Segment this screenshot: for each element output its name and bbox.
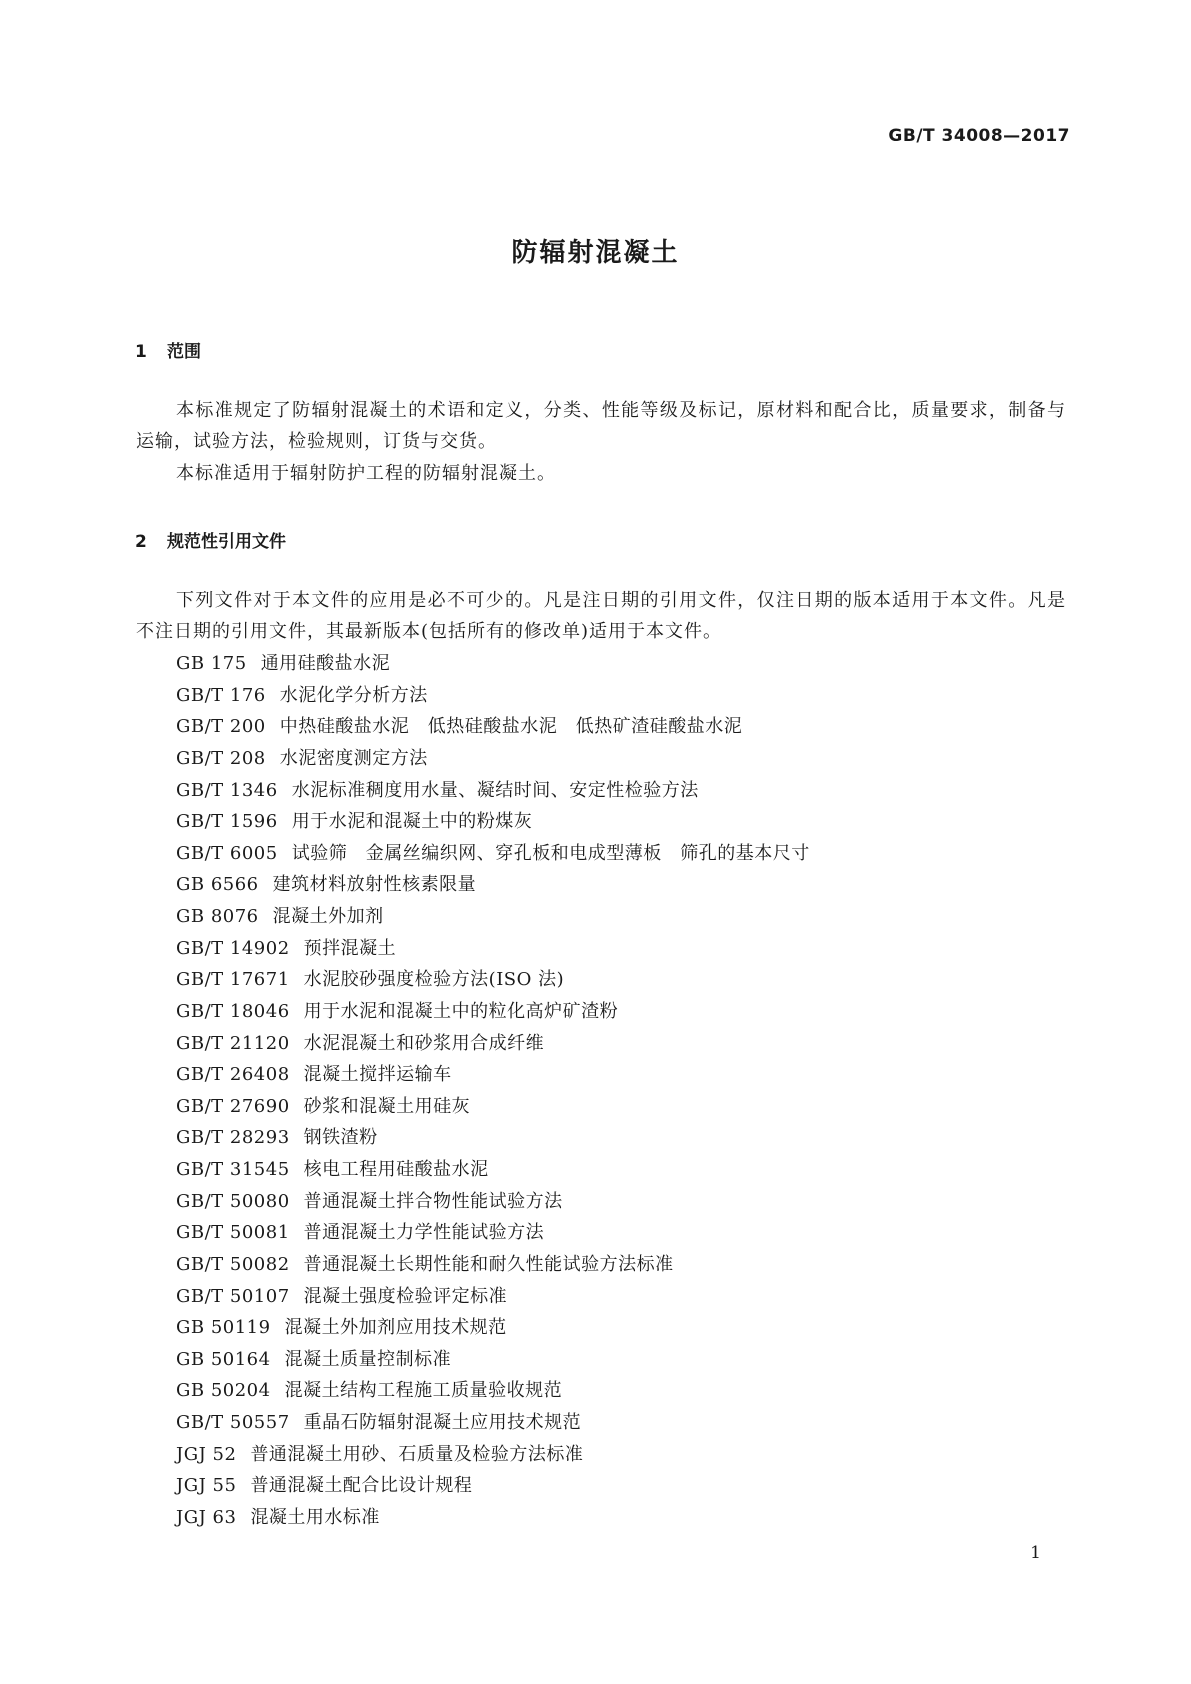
- reference-code: GB/T 21120: [176, 1032, 290, 1054]
- reference-item: [176, 1407, 810, 1439]
- reference-title: 核电工程用硅酸盐水泥: [303, 1159, 489, 1180]
- reference-item: [176, 964, 810, 996]
- reference-item: [176, 1186, 810, 1218]
- reference-title: 预拌混凝土: [303, 937, 397, 959]
- reference-code: GB 6566: [176, 874, 259, 896]
- reference-title: 混凝土强度检验评定标准: [303, 1285, 508, 1307]
- reference-title: 混凝土搅拌运输车: [303, 1064, 452, 1086]
- reference-code: GB/T 31545: [176, 1159, 290, 1180]
- reference-code: GB/T 50107: [176, 1285, 290, 1307]
- reference-item: [176, 711, 810, 743]
- reference-item: [176, 1028, 810, 1060]
- reference-code: GB/T 50082: [176, 1253, 290, 1275]
- reference-title: 中热硅酸盐水泥 低热硅酸盐水泥 低热矿渣硅酸盐水泥: [279, 716, 743, 738]
- reference-item: [176, 933, 810, 965]
- reference-title: 重晶石防辐射混凝土应用技术规范: [303, 1412, 582, 1433]
- reference-item: [176, 1249, 810, 1281]
- reference-code: GB 50119: [176, 1317, 271, 1339]
- section-title: 规范性引用文件: [167, 532, 286, 552]
- reference-title: 普通混凝土长期性能和耐久性能试验方法标准: [303, 1253, 674, 1275]
- section-heading-normative-references: [135, 527, 286, 552]
- reference-code: GB 8076: [176, 906, 259, 927]
- reference-title: 混凝土结构工程施工质量验收规范: [284, 1380, 563, 1402]
- standard-code: GB/T 34008—2017: [888, 126, 1070, 146]
- section-number: 1: [135, 342, 147, 362]
- reference-code: GB/T 14902: [176, 937, 290, 959]
- reference-title: 水泥标准稠度用水量、凝结时间、安定性检验方法: [291, 779, 699, 801]
- reference-item: [176, 1439, 810, 1471]
- document-title: 防辐射混凝土: [511, 238, 680, 268]
- reference-title: 试验筛 金属丝编织网、穿孔板和电成型薄板 筛孔的基本尺寸: [291, 842, 810, 864]
- reference-title: 水泥密度测定方法: [279, 747, 428, 769]
- reference-item: [176, 1217, 810, 1249]
- reference-code: JGJ 52: [176, 1443, 237, 1465]
- reference-title: 混凝土用水标准: [250, 1506, 380, 1528]
- reference-item: [176, 1375, 810, 1407]
- reference-code: GB/T 6005: [176, 842, 278, 864]
- reference-code: JGJ 63: [176, 1506, 237, 1528]
- page-number: 1: [1030, 1543, 1041, 1563]
- reference-item: [176, 1122, 810, 1154]
- reference-code: GB/T 200: [176, 716, 266, 738]
- reference-title: 用于水泥和混凝土中的粒化高炉矿渣粉: [303, 1000, 619, 1022]
- reference-title: 砂浆和混凝土用硅灰: [303, 1095, 471, 1117]
- reference-item: [176, 806, 810, 838]
- reference-code: GB/T 1346: [176, 779, 278, 801]
- normative-references-intro: 下列文件对于本文件的应用是必不可少的。凡是注日期的引用文件，仅注日期的版本适用于本文件。凡是不注日期的引用文件，其最新版本(包括所有的修改单)适用于本文件。: [136, 590, 1066, 642]
- reference-code: GB 175: [176, 653, 247, 674]
- reference-title: 水泥混凝土和砂浆用合成纤维: [303, 1032, 545, 1054]
- reference-item: [176, 1281, 810, 1313]
- reference-code: GB 50164: [176, 1348, 271, 1370]
- section-title: 范围: [167, 342, 201, 362]
- reference-code: GB/T 50081: [176, 1222, 290, 1244]
- reference-title: 普通混凝土力学性能试验方法: [303, 1222, 545, 1244]
- reference-title: 水泥化学分析方法: [279, 684, 428, 706]
- reference-item: [176, 1312, 810, 1344]
- reference-title: 普通混凝土用砂、石质量及检验方法标准: [250, 1443, 584, 1465]
- reference-item: [176, 838, 810, 870]
- reference-title: 普通混凝土拌合物性能试验方法: [303, 1190, 563, 1212]
- reference-title: 混凝土外加剂: [272, 906, 384, 927]
- reference-code: GB/T 28293: [176, 1127, 290, 1149]
- reference-code: GB/T 50080: [176, 1190, 290, 1212]
- reference-item: [176, 1344, 810, 1376]
- reference-code: GB 50204: [176, 1380, 271, 1402]
- reference-code: GB/T 176: [176, 684, 266, 706]
- reference-item: [176, 680, 810, 712]
- scope-paragraph-2: 本标准适用于辐射防护工程的防辐射混凝土。: [176, 463, 556, 484]
- reference-item: [176, 901, 810, 933]
- reference-list: [176, 648, 810, 1534]
- reference-title: 普通混凝土配合比设计规程: [250, 1475, 473, 1497]
- reference-title: 混凝土外加剂应用技术规范: [284, 1317, 507, 1339]
- reference-title: 混凝土质量控制标准: [284, 1348, 452, 1370]
- reference-code: GB/T 27690: [176, 1095, 290, 1117]
- reference-code: GB/T 1596: [176, 811, 278, 833]
- reference-item: [176, 1154, 810, 1186]
- reference-title: 用于水泥和混凝土中的粉煤灰: [291, 811, 533, 833]
- reference-title: 水泥胶砂强度检验方法(ISO 法): [303, 969, 565, 991]
- reference-item: [176, 1502, 810, 1534]
- reference-code: GB/T 18046: [176, 1000, 290, 1022]
- reference-item: [176, 996, 810, 1028]
- section-heading-scope: [135, 337, 201, 362]
- reference-code: GB/T 26408: [176, 1064, 290, 1086]
- reference-title: 通用硅酸盐水泥: [260, 653, 391, 674]
- reference-title: 钢铁渣粉: [303, 1127, 378, 1149]
- reference-item: [176, 1059, 810, 1091]
- reference-code: GB/T 17671: [176, 969, 290, 991]
- scope-paragraph-1: 本标准规定了防辐射混凝土的术语和定义，分类、性能等级及标记，原材料和配合比，质量要求，制备与运输，试验方法，检验规则，订货与交货。: [136, 400, 1066, 452]
- section-number: 2: [135, 532, 147, 552]
- reference-item: [176, 1470, 810, 1502]
- reference-item: [176, 648, 810, 680]
- reference-code: GB/T 50557: [176, 1412, 290, 1433]
- reference-item: [176, 775, 810, 807]
- reference-item: [176, 869, 810, 901]
- reference-code: GB/T 208: [176, 747, 266, 769]
- reference-code: JGJ 55: [176, 1475, 237, 1497]
- reference-title: 建筑材料放射性核素限量: [272, 874, 477, 896]
- reference-item: [176, 743, 810, 775]
- reference-item: [176, 1091, 810, 1123]
